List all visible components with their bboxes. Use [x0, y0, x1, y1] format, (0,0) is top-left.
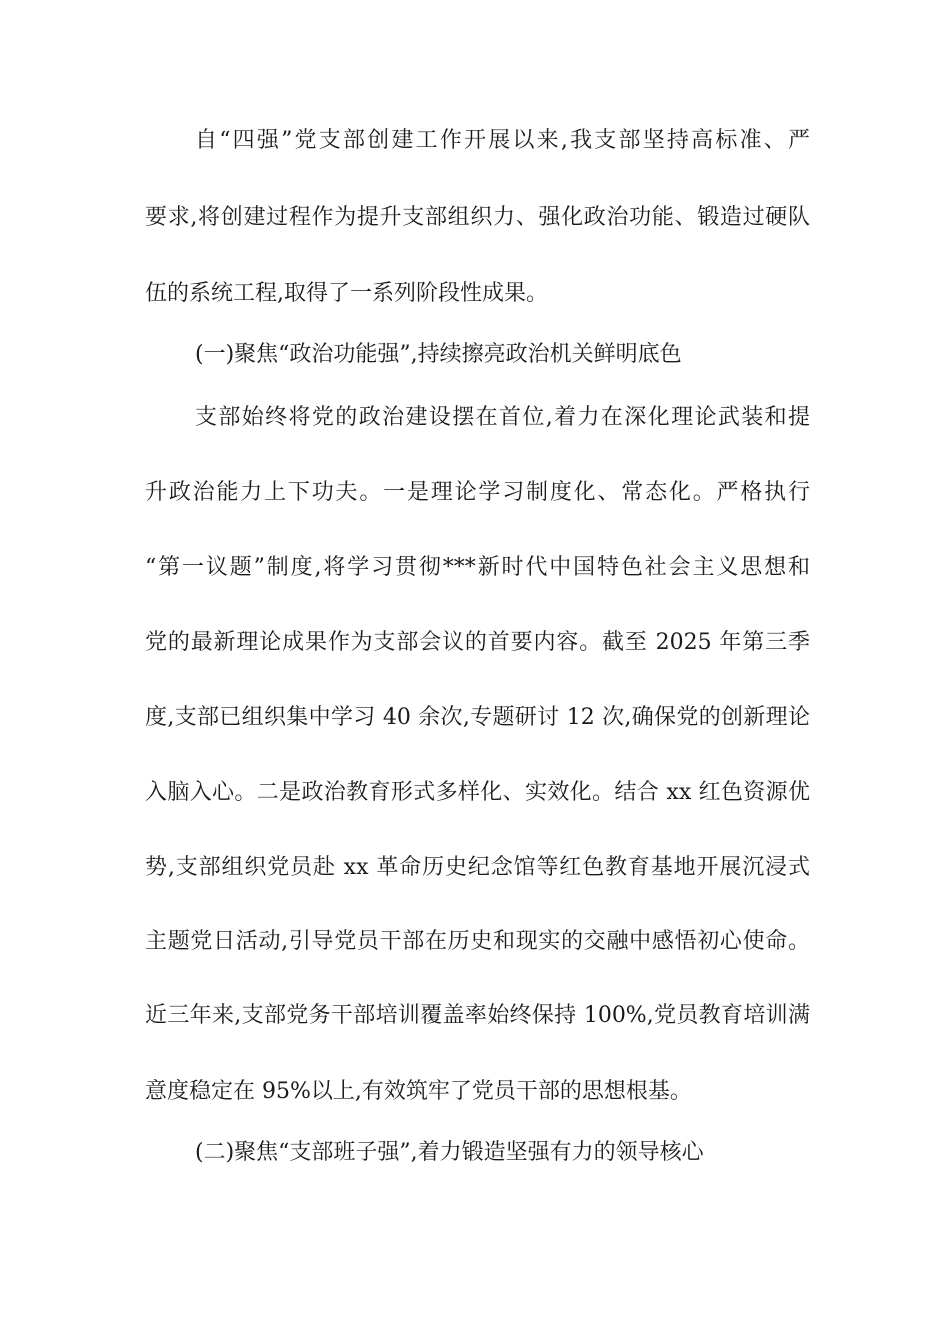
section1-line-3: “第一议题”制度,将学习贯彻***新时代中国特色社会主义思想和: [145, 555, 810, 580]
intro-line-1: 自“四强”党支部创建工作开展以来,我支部坚持高标准、严: [195, 128, 810, 153]
section1-line-1: 支部始终将党的政治建设摆在首位,着力在深化理论武装和提: [195, 405, 810, 430]
section1-line-10: 意度稳定在 95%以上,有效筑牢了党员干部的思想根基。: [145, 1079, 692, 1104]
section1-line-5: 度,支部已组织集中学习 40 余次,专题研讨 12 次,确保党的创新理论: [145, 705, 810, 730]
section1-line-4: 党的最新理论成果作为支部会议的首要内容。截至 2025 年第三季: [145, 630, 810, 655]
section1-line-9: 近三年来,支部党务干部培训覆盖率始终保持 100%,党员教育培训满: [145, 1003, 810, 1028]
intro-line-2: 要求,将创建过程作为提升支部组织力、强化政治功能、锻造过硬队: [145, 205, 810, 230]
section1-line-2: 升政治能力上下功夫。一是理论学习制度化、常态化。严格执行: [145, 480, 810, 505]
section1-line-7: 势,支部组织党员赴 xx 革命历史纪念馆等红色教育基地开展沉浸式: [145, 855, 810, 880]
section1-line-6: 入脑入心。二是政治教育形式多样化、实效化。结合 xx 红色资源优: [145, 780, 810, 805]
intro-line-3: 伍的系统工程,取得了一系列阶段性成果。: [145, 281, 548, 306]
section1-line-8: 主题党日活动,引导党员干部在历史和现实的交融中感悟初心使命。: [145, 929, 810, 954]
section1-heading: (一)聚焦“政治功能强”,持续擦亮政治机关鲜明底色: [195, 342, 682, 367]
section2-heading: (二)聚焦“支部班子强”,着力锻造坚强有力的领导核心: [195, 1140, 704, 1165]
